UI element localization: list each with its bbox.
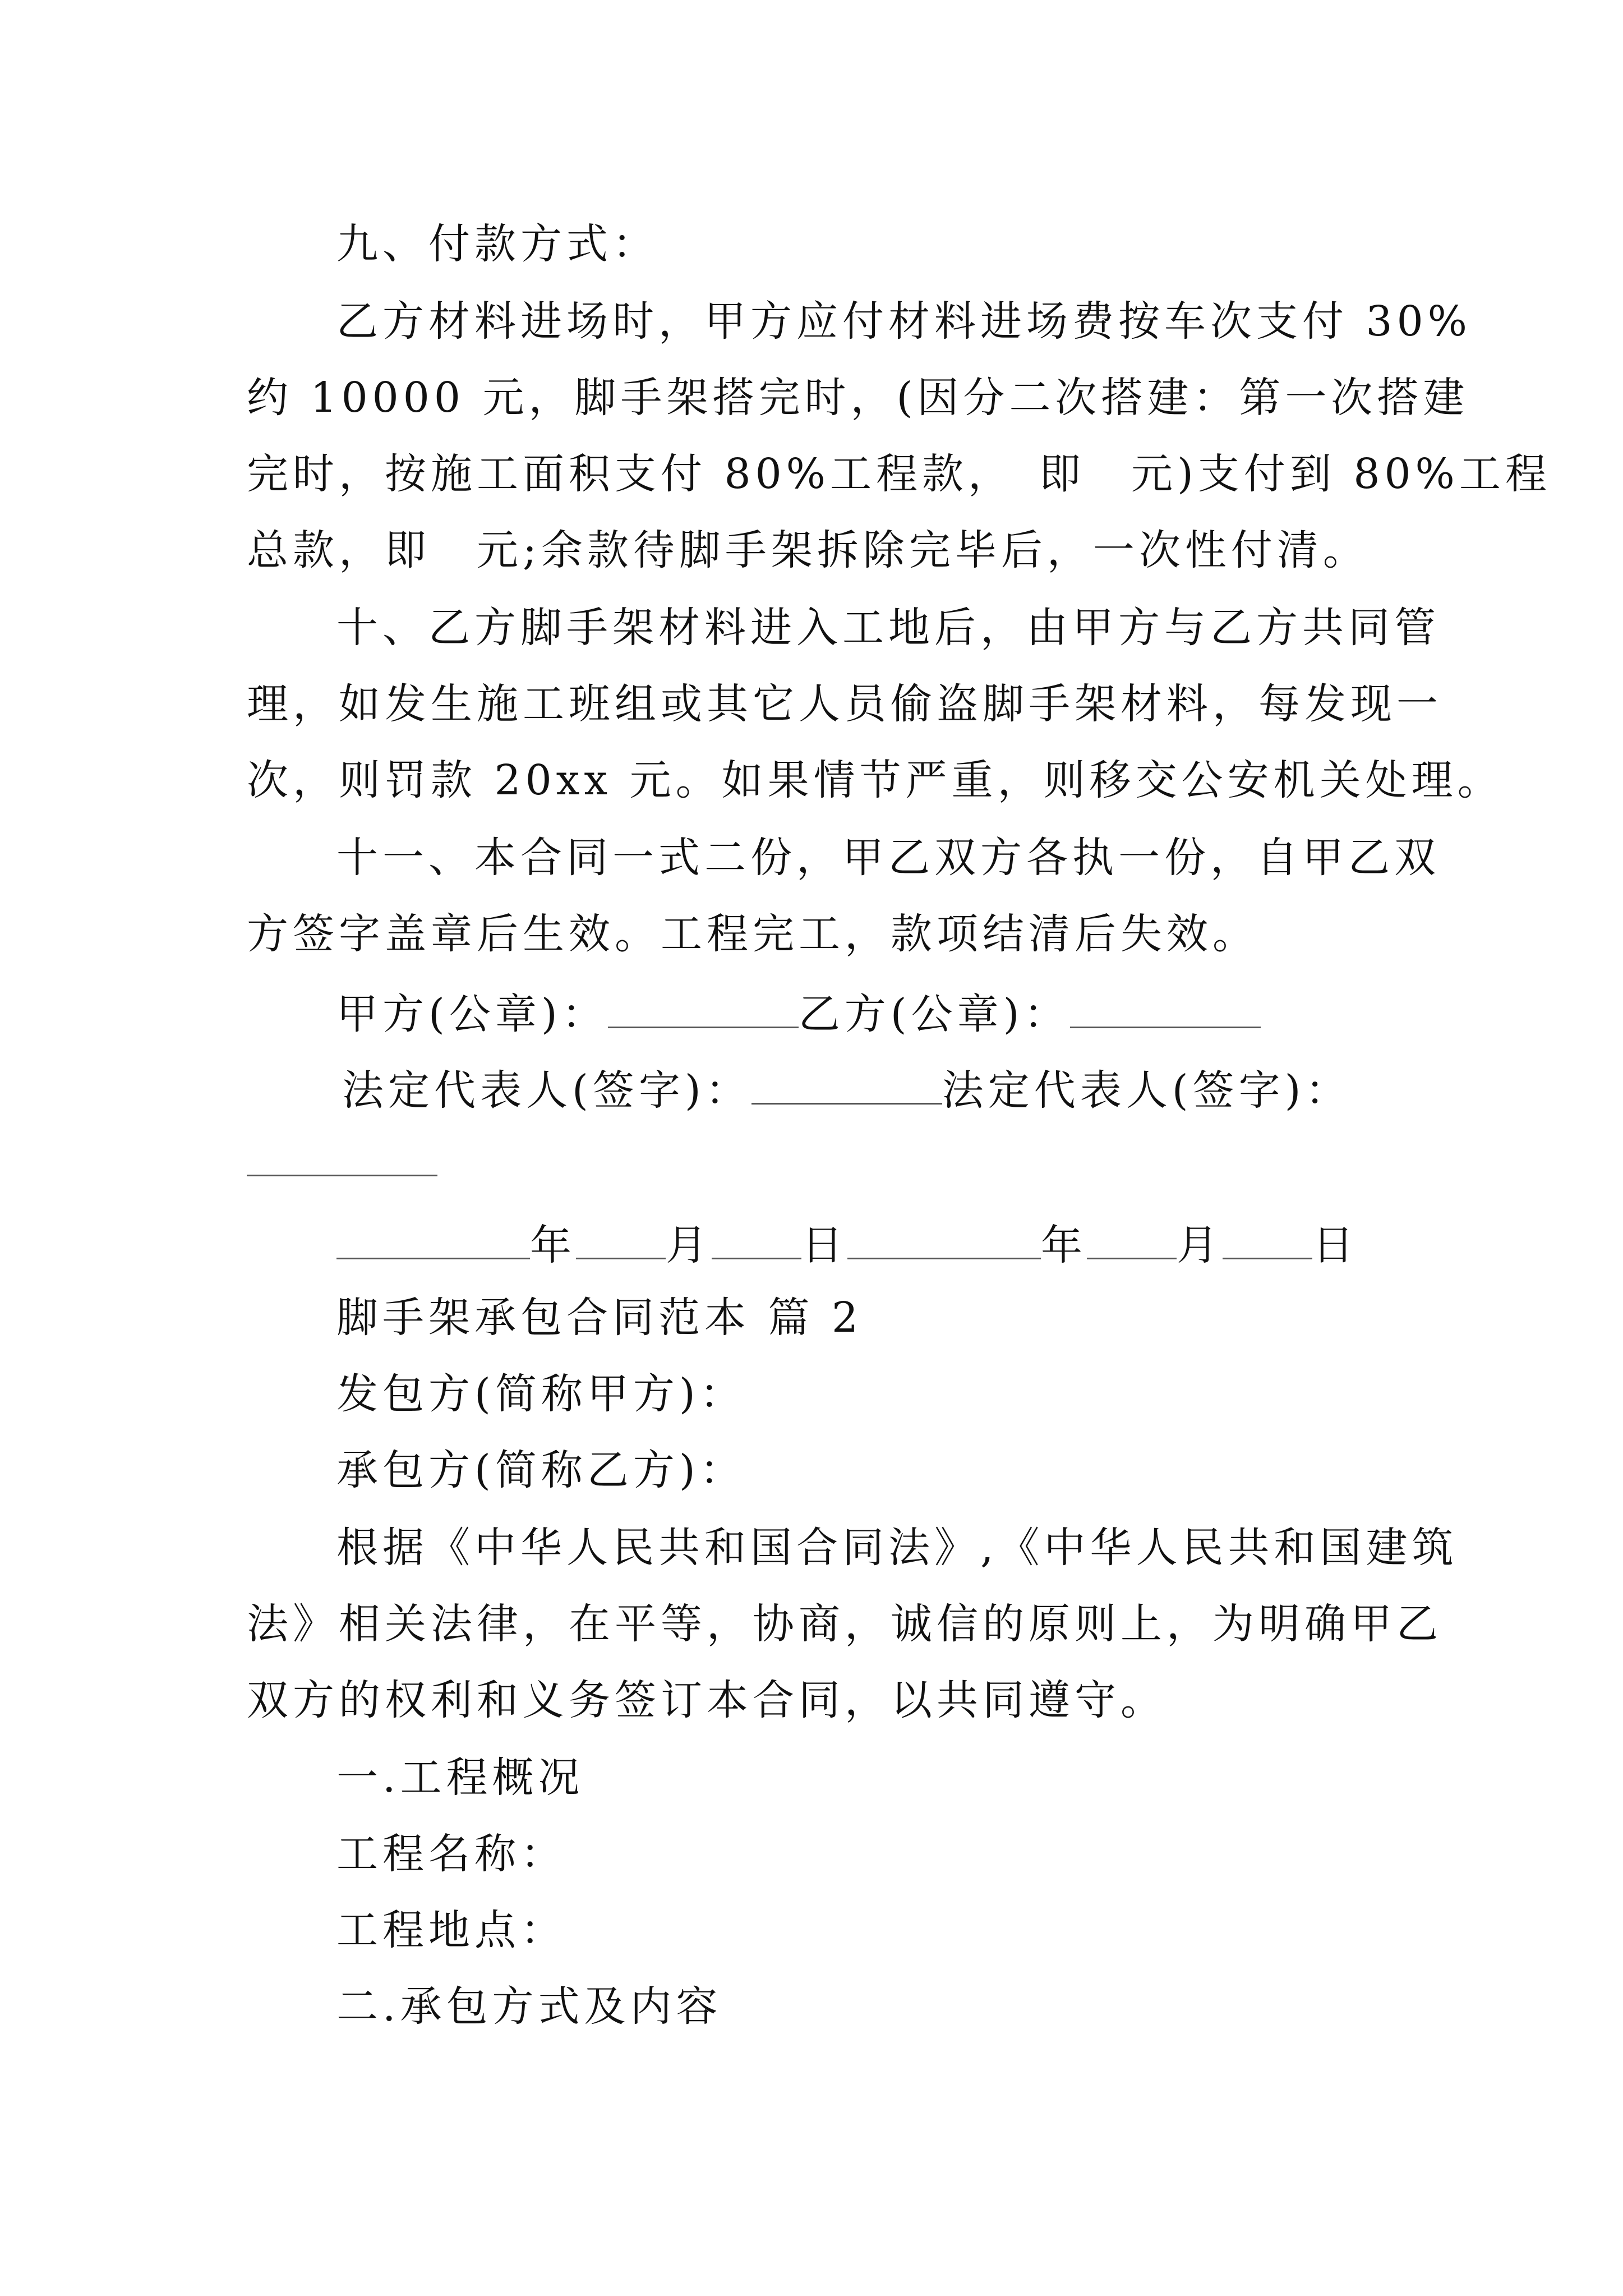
date-a-year-blank — [336, 1216, 530, 1259]
paragraph-line: 方签字盖章后生效。工程完工，款项结清后失效。 — [247, 910, 1258, 958]
project-name-line: 工程名称： — [336, 1830, 566, 1878]
paragraph-line: 根据《中华人民共和国合同法》,《中华人民共和国建筑 — [336, 1524, 1458, 1572]
party-a-seal-label: 甲方(公章)： — [336, 990, 608, 1038]
section-2-title: 脚手架承包合同范本 篇 2 — [336, 1294, 863, 1342]
day-label: 日 — [801, 1221, 847, 1269]
section-heading: 二.承包方式及内容 — [336, 1982, 722, 2031]
paragraph-line: 理，如发生施工班组或其它人员偷盗脚手架材料，每发现一 — [247, 680, 1442, 728]
project-location-line: 工程地点： — [336, 1906, 566, 1954]
date-a-month-blank — [576, 1216, 666, 1259]
contractor-a-line: 发包方(简称甲方)： — [336, 1370, 746, 1418]
section-heading: 一.工程概况 — [336, 1754, 584, 1802]
year-label: 年 — [1041, 1221, 1087, 1269]
paragraph-line: 次，则罚款 20xx 元。如果情节严重，则移交公安机关处理。 — [247, 756, 1504, 804]
representative-line — [342, 1061, 1352, 1116]
rep-b-blank-line — [247, 1133, 437, 1188]
paragraph-line: 约 10000 元，脚手架搭完时，(因分二次搭建：第一次搭建 — [247, 374, 1469, 422]
paragraph-line: 乙方材料进场时，甲方应付材料进场费按车次支付 30% — [336, 297, 1472, 346]
contractor-b-line: 承包方(简称乙方)： — [336, 1446, 746, 1494]
year-label: 年 — [530, 1221, 576, 1269]
rep-a-label: 法定代表人(签字)： — [342, 1066, 751, 1115]
rep-b-label: 法定代表人(签字)： — [942, 1066, 1352, 1115]
rep-a-blank — [751, 1061, 942, 1105]
date-b-day-blank — [1223, 1216, 1312, 1259]
month-label: 月 — [1177, 1221, 1223, 1269]
date-a-day-blank — [712, 1216, 801, 1259]
party-a-seal-blank — [608, 985, 799, 1028]
date-b-year-blank — [847, 1216, 1041, 1259]
month-label: 月 — [666, 1221, 712, 1269]
paragraph-line: 总款，即 元;余款待脚手架拆除完毕后，一次性付清。 — [247, 526, 1369, 574]
party-b-seal-label: 乙方(公章)： — [798, 990, 1070, 1038]
day-label: 日 — [1312, 1221, 1358, 1269]
date-b-month-blank — [1087, 1216, 1177, 1259]
paragraph-line: 十、乙方脚手架材料进入工地后，由甲方与乙方共同管 — [336, 604, 1440, 652]
rep-b-blank — [247, 1133, 437, 1176]
paragraph-line: 法》相关法律，在平等，协商，诚信的原则上，为明确甲乙 — [247, 1600, 1442, 1648]
date-line — [336, 1216, 1358, 1271]
clause-9-heading: 九、付款方式： — [336, 220, 658, 268]
paragraph-line: 完时，按施工面积支付 80%工程款， 即 元)支付到 80%工程 — [247, 450, 1551, 498]
paragraph-line: 双方的权利和义务签订本合同，以共同遵守。 — [247, 1676, 1166, 1724]
party-a-seal-line — [336, 985, 1261, 1039]
paragraph-line: 十一、本合同一式二份，甲乙双方各执一份，自甲乙双 — [336, 834, 1440, 882]
party-b-seal-blank — [1070, 985, 1261, 1028]
